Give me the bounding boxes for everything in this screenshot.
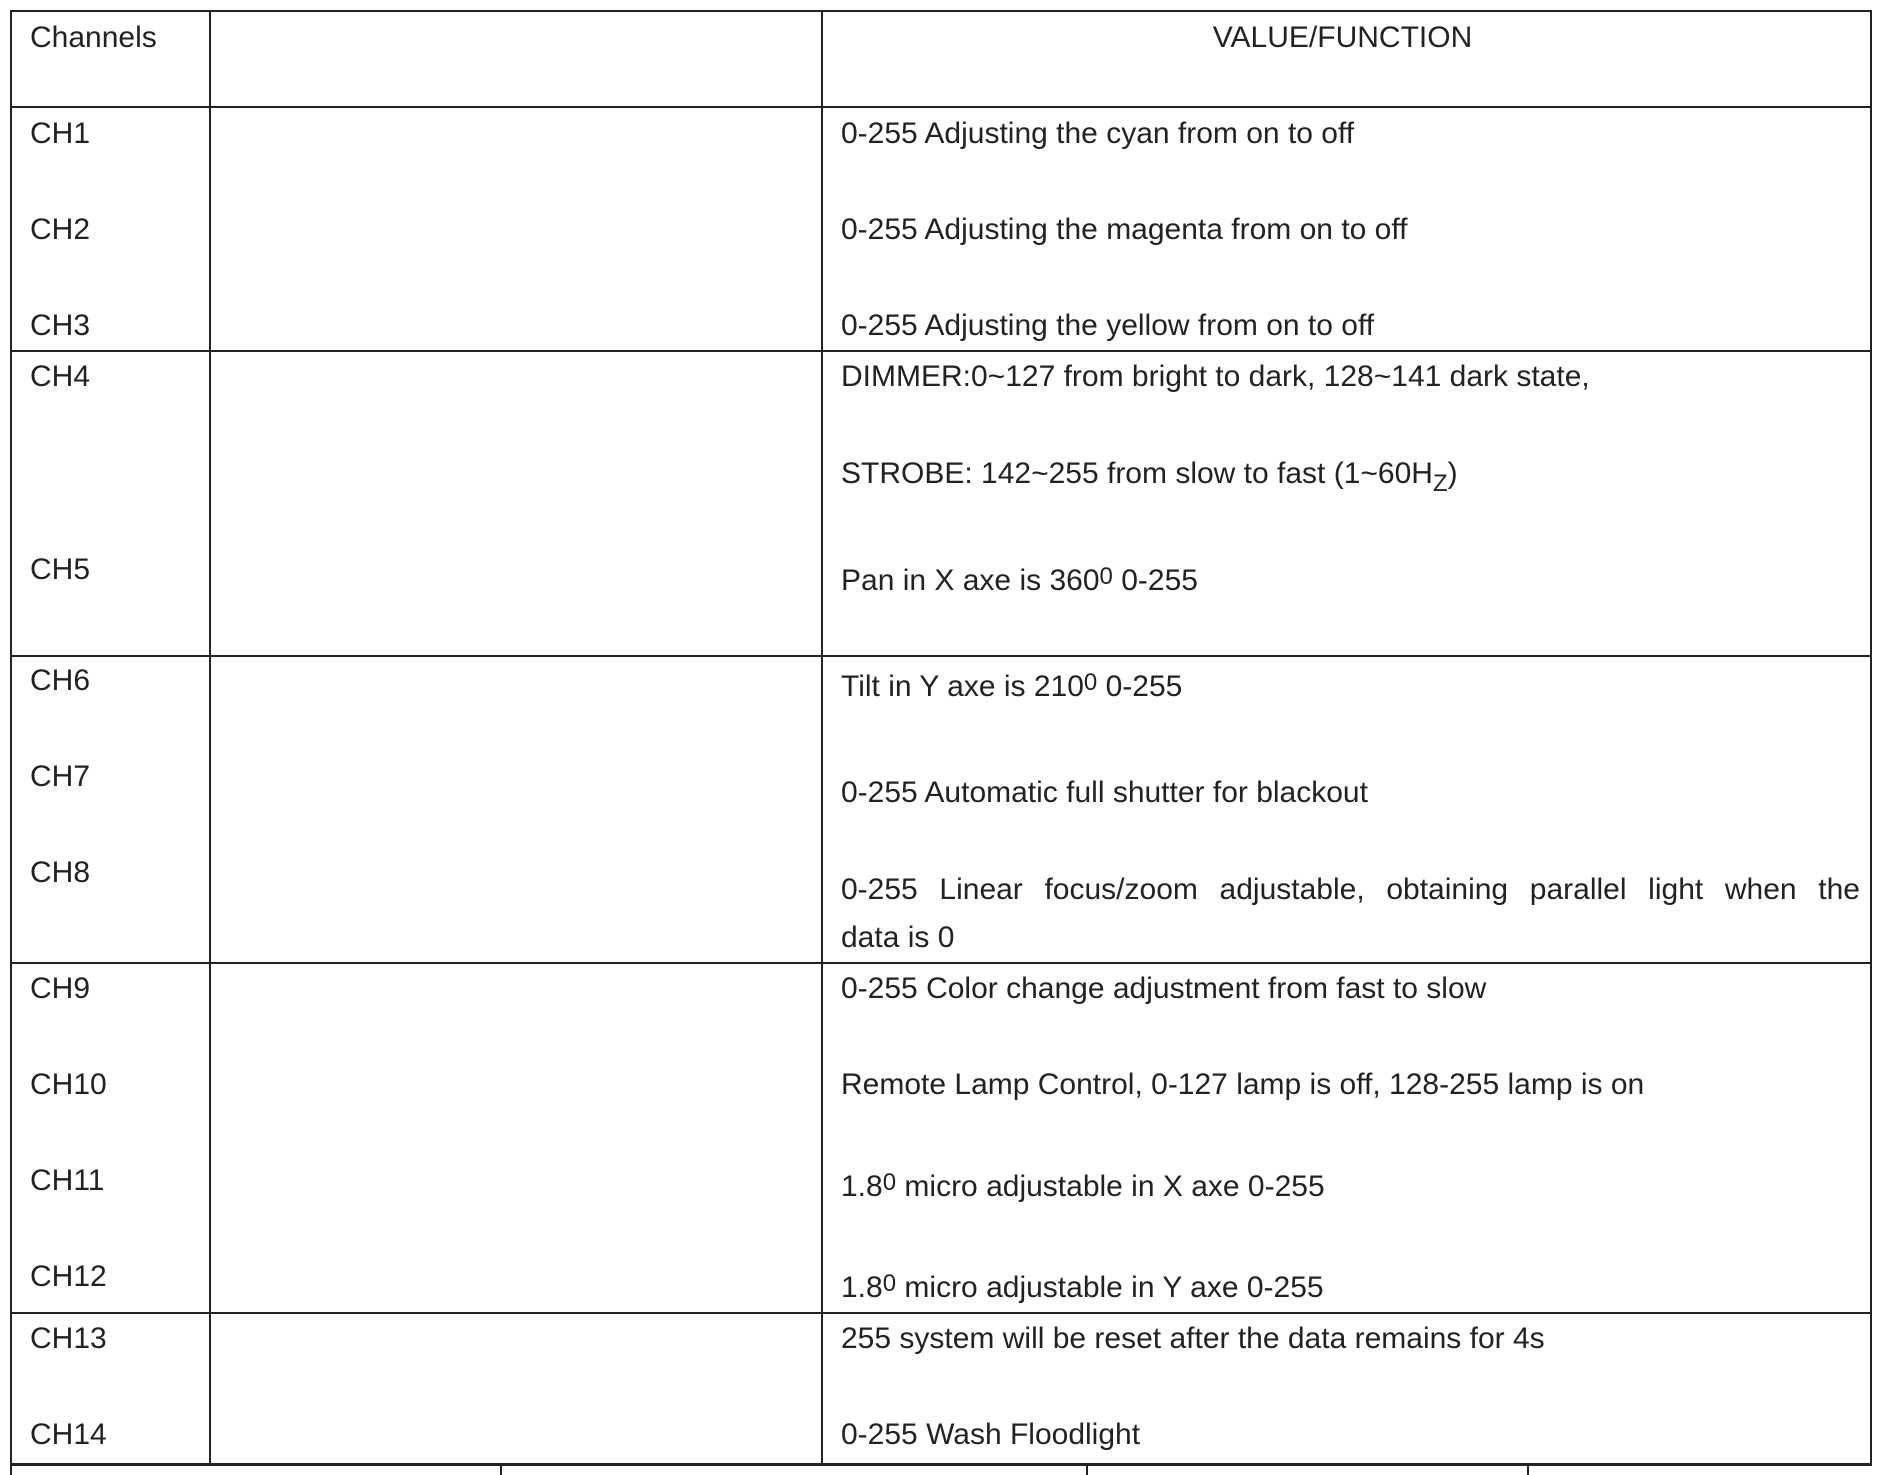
degree-superscript: 0 xyxy=(882,1270,897,1297)
hz-subscript: Z xyxy=(1432,470,1448,497)
channel-label-ch7: CH7 xyxy=(30,760,91,793)
function-ch9: 0-255 Color change adjustment from fast to slow xyxy=(841,972,1487,1005)
next-table-divider xyxy=(1086,1463,1088,1475)
function-ch2: 0-255 Adjusting the magenta from on to off xyxy=(841,213,1408,246)
function-ch13: 255 system will be reset after the data remains for 4s xyxy=(841,1322,1545,1355)
channel-label-ch4: CH4 xyxy=(30,360,91,393)
channel-label-ch1: CH1 xyxy=(30,117,91,150)
function-ch10: Remote Lamp Control, 0-127 lamp is off, 128-255 lamp is on xyxy=(841,1068,1645,1101)
column-divider xyxy=(821,10,823,1465)
channel-label-ch11: CH11 xyxy=(30,1164,105,1197)
channel-label-ch3: CH3 xyxy=(30,309,91,342)
degree-superscript: 0 xyxy=(882,1169,897,1196)
header-value-function: VALUE/FUNCTION xyxy=(1212,21,1473,54)
function-ch11: $1.8^0$ micro adjustable in X axe 0-255 xyxy=(841,1169,1325,1203)
function-ch7: 0-255 Automatic full shutter for blackout xyxy=(841,776,1368,809)
channel-label-ch6: CH6 xyxy=(30,664,91,697)
row-divider xyxy=(10,350,1872,352)
function-ch5: Pan in X axe is $360^0$ 0-255 xyxy=(841,563,1198,597)
channel-label-ch8: CH8 xyxy=(30,856,91,889)
degree-superscript: 0 xyxy=(1099,563,1113,590)
function-ch12: $1.8^0$ micro adjustable in Y axe 0-255 xyxy=(841,1270,1324,1304)
channel-label-ch2: CH2 xyxy=(30,213,91,246)
function-ch1: 0-255 Adjusting the cyan from on to off xyxy=(841,117,1355,150)
table-border-left xyxy=(10,10,12,1475)
row-divider xyxy=(10,1312,1872,1314)
channel-label-ch9: CH9 xyxy=(30,972,91,1005)
function-ch8-line2: data is 0 xyxy=(841,921,955,954)
function-ch3: 0-255 Adjusting the yellow from on to off xyxy=(841,309,1375,342)
column-divider xyxy=(209,10,211,1465)
channel-label-ch13: CH13 xyxy=(30,1322,107,1355)
next-table-divider xyxy=(500,1463,502,1475)
function-ch4-strobe: STROBE: 142~255 from slow to fast $(1\sim 60H_Z)$ xyxy=(841,457,1458,497)
row-divider xyxy=(10,655,1872,657)
function-ch8-line1: 0-255 Linear focus/zoom adjustable, obtaining parallel light when the xyxy=(841,873,1860,906)
function-ch6: Tilt in Y axe is $210^0$ 0-255 xyxy=(841,669,1183,703)
table-border-bottom xyxy=(10,1463,1872,1466)
degree-superscript: 0 xyxy=(1083,669,1098,696)
next-table-divider xyxy=(1527,1463,1529,1475)
function-ch4-dimmer: DIMMER:0~127 from bright to dark, 128~141 dark state, xyxy=(841,360,1590,393)
header-channels: Channels xyxy=(30,21,157,54)
table-border-right xyxy=(1870,10,1872,1465)
function-ch14: 0-255 Wash Floodlight xyxy=(841,1418,1141,1451)
channel-label-ch10: CH10 xyxy=(30,1068,107,1101)
table-border-top xyxy=(10,10,1872,12)
channel-label-ch12: CH12 xyxy=(30,1260,107,1293)
row-divider xyxy=(10,962,1872,964)
channel-label-ch5: CH5 xyxy=(30,553,91,586)
channel-label-ch14: CH14 xyxy=(30,1418,107,1451)
row-divider xyxy=(10,106,1872,108)
